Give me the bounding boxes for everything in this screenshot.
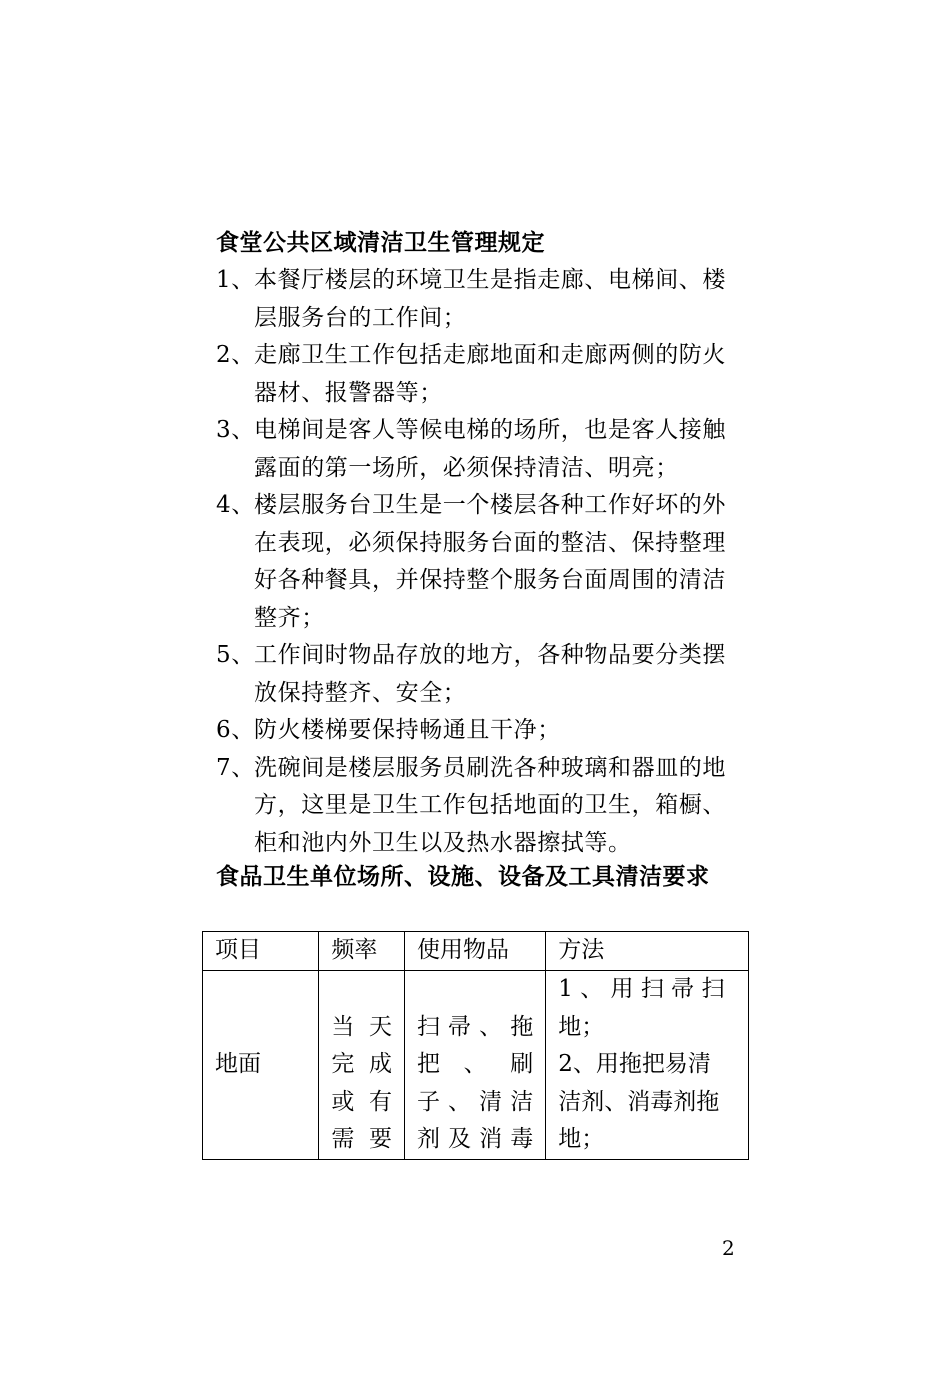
table-header-row xyxy=(203,932,749,971)
cell-frequency: 当天 完成 或有 需要 xyxy=(319,971,405,1160)
section-title-cleaning-requirements: 食品卫生单位场所、设施、设备及工具清洁要求 xyxy=(216,864,710,890)
cleaning-requirements-table xyxy=(202,931,749,1160)
list-item: 2、走廊卫生工作包括走廊地面和走廊两侧的防火器材、报警器等； xyxy=(216,342,726,406)
list-item: 4、楼层服务台卫生是一个楼层各种工作好坏的外在表现，必须保持服务台面的整洁、保持整理好各种餐具，并保持整个服务台面周围的清洁整齐； xyxy=(216,492,726,631)
list-item: 5、工作间时物品存放的地方，各种物品要分类摆放保持整齐、安全； xyxy=(216,642,726,706)
list-item: 3、电梯间是客人等候电梯的场所，也是客人接触露面的第一场所，必须保持清洁、明亮； xyxy=(216,417,726,481)
header-frequency: 频率 xyxy=(319,932,405,971)
list-item: 1、本餐厅楼层的环境卫生是指走廊、电梯间、楼层服务台的工作间； xyxy=(216,267,726,331)
list-item: 6、防火楼梯要保持畅通且干净； xyxy=(216,717,561,743)
list-item: 7、洗碗间是楼层服务员刷洗各种玻璃和器皿的地方，这里是卫生工作包括地面的卫生，箱橱、柜和池内外卫生以及热水器擦拭等。 xyxy=(216,754,726,856)
cell-item: 地面 xyxy=(203,971,319,1160)
page-number: 2 xyxy=(722,1236,735,1260)
section-title-canteen-cleaning: 食堂公共区域清洁卫生管理规定 xyxy=(216,230,545,256)
table-row xyxy=(203,971,749,1160)
cell-supplies: 扫帚、拖 把 、 刷 子、清洁 剂及消毒 xyxy=(404,971,545,1160)
cell-method: 1 、 用 扫 帚 扫 地； 2、用拖把易清 洁剂、消毒剂拖 地； xyxy=(546,971,749,1160)
header-method: 方法 xyxy=(546,932,749,971)
rules-list xyxy=(216,262,746,862)
header-supplies: 使用物品 xyxy=(404,932,545,971)
header-item: 项目 xyxy=(203,932,319,971)
